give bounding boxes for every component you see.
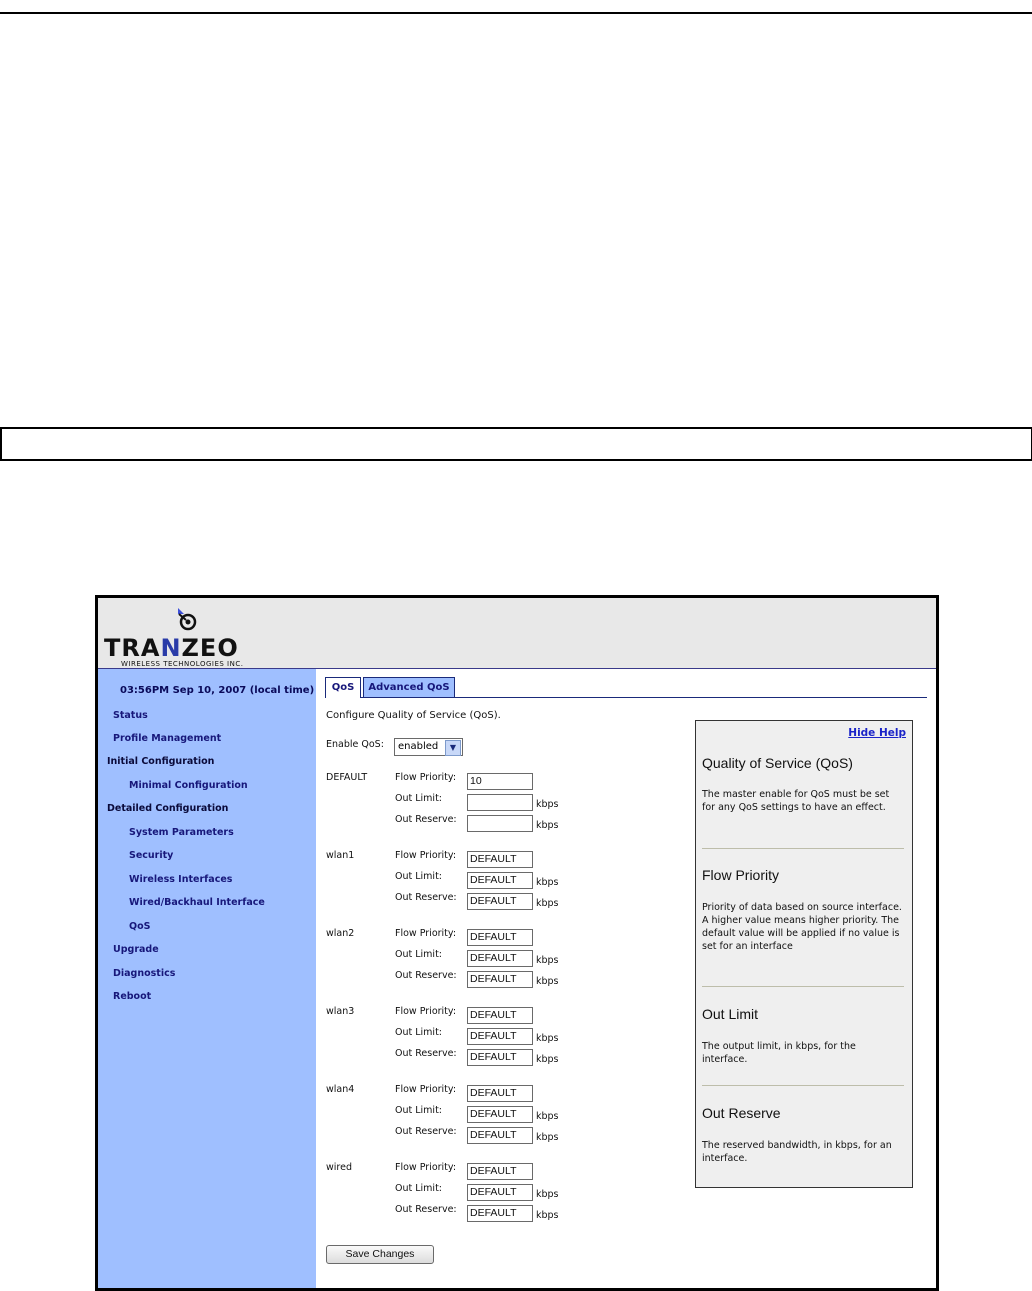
help-body: Priority of data based on source interface. A higher value means higher priority. The default value will be applied if no value is set for an interface <box>702 902 902 952</box>
help-title: Out Limit <box>702 1006 759 1022</box>
flow-priority-label: Flow Priority: <box>395 1162 457 1173</box>
flow-priority-label: Flow Priority: <box>395 1006 457 1017</box>
caption-box <box>0 427 1032 461</box>
help-divider <box>702 1085 904 1086</box>
interface-name: wlan4 <box>326 1084 355 1095</box>
wlan2-out-limit-input[interactable]: DEFAULT <box>467 950 533 967</box>
wlan4-out-limit-input[interactable]: DEFAULT <box>467 1106 533 1123</box>
tab-qos[interactable]: QoS <box>325 677 361 698</box>
sidebar-item-profile-management[interactable]: Profile Management <box>113 733 222 744</box>
interface-name: wlan2 <box>326 928 355 939</box>
sidebar-item-wireless-interfaces[interactable]: Wireless Interfaces <box>129 874 233 885</box>
unit-label: kbps <box>536 1189 559 1200</box>
out-limit-label: Out Limit: <box>395 871 442 882</box>
out-reserve-label: Out Reserve: <box>395 814 457 825</box>
sidebar-item-qos[interactable]: QoS <box>129 921 151 932</box>
wired-out-limit-input[interactable]: DEFAULT <box>467 1184 533 1201</box>
unit-label: kbps <box>536 799 559 810</box>
sidebar-item-status[interactable]: Status <box>113 710 148 721</box>
sidebar-item-reboot[interactable]: Reboot <box>113 991 152 1002</box>
local-time: 03:56PM Sep 10, 2007 (local time) <box>120 685 315 696</box>
unit-label: kbps <box>536 1111 559 1122</box>
default-out-limit-input[interactable] <box>467 794 533 811</box>
header-bar <box>98 598 936 669</box>
save-changes-button[interactable]: Save Changes <box>326 1245 434 1264</box>
enable-qos-select[interactable] <box>394 738 463 756</box>
wired-out-reserve-input[interactable]: DEFAULT <box>467 1205 533 1222</box>
help-title: Out Reserve <box>702 1105 781 1121</box>
unit-label: kbps <box>536 955 559 966</box>
sidebar-heading-initial-configuration: Initial Configuration <box>107 756 215 767</box>
sidebar-item-minimal-configuration[interactable]: Minimal Configuration <box>129 780 248 791</box>
out-reserve-label: Out Reserve: <box>395 892 457 903</box>
flow-priority-label: Flow Priority: <box>395 850 457 861</box>
sidebar-heading-detailed-configuration: Detailed Configuration <box>107 803 229 814</box>
interface-name: wlan1 <box>326 850 355 861</box>
wlan1-out-limit-input[interactable]: DEFAULT <box>467 872 533 889</box>
default-out-reserve-input[interactable] <box>467 815 533 832</box>
help-body: The output limit, in kbps, for the interface. <box>702 1041 856 1065</box>
out-limit-label: Out Limit: <box>395 793 442 804</box>
unit-label: kbps <box>536 1132 559 1143</box>
help-body: The master enable for QoS must be set for any QoS settings to have an effect. <box>702 789 890 813</box>
out-reserve-label: Out Reserve: <box>395 1204 457 1215</box>
unit-label: kbps <box>536 898 559 909</box>
logo-wordmark: TRANZEO <box>104 634 239 662</box>
page-top-rule <box>0 12 1032 14</box>
unit-label: kbps <box>536 820 559 831</box>
chevron-down-icon[interactable]: ▼ <box>445 740 461 756</box>
interface-name: wired <box>326 1162 352 1173</box>
wired-flow-priority-input[interactable]: DEFAULT <box>467 1163 533 1180</box>
enable-qos-label: Enable QoS: <box>326 739 384 750</box>
unit-label: kbps <box>536 1210 559 1221</box>
out-reserve-label: Out Reserve: <box>395 1048 457 1059</box>
wlan3-flow-priority-input[interactable]: DEFAULT <box>467 1007 533 1024</box>
tab-advanced-qos[interactable]: Advanced QoS <box>363 677 455 697</box>
wlan4-flow-priority-input[interactable]: DEFAULT <box>467 1085 533 1102</box>
enable-qos-value: enabled <box>398 741 439 752</box>
main-content <box>317 669 936 1288</box>
unit-label: kbps <box>536 1054 559 1065</box>
out-limit-label: Out Limit: <box>395 1183 442 1194</box>
screenshot-frame <box>95 595 939 1291</box>
interface-name: DEFAULT <box>326 772 368 783</box>
out-limit-label: Out Limit: <box>395 1105 442 1116</box>
logo <box>104 606 284 666</box>
logo-subtitle: WIRELESS TECHNOLOGIES INC. <box>121 660 244 668</box>
intro-text: Configure Quality of Service (QoS). <box>326 710 501 721</box>
logo-dish-icon <box>170 606 198 634</box>
wlan3-out-reserve-input[interactable]: DEFAULT <box>467 1049 533 1066</box>
out-reserve-label: Out Reserve: <box>395 1126 457 1137</box>
wlan1-out-reserve-input[interactable]: DEFAULT <box>467 893 533 910</box>
tab-bar <box>325 677 927 698</box>
interface-name: wlan3 <box>326 1006 355 1017</box>
wlan1-flow-priority-input[interactable]: DEFAULT <box>467 851 533 868</box>
wlan4-out-reserve-input[interactable]: DEFAULT <box>467 1127 533 1144</box>
wlan2-out-reserve-input[interactable]: DEFAULT <box>467 971 533 988</box>
unit-label: kbps <box>536 877 559 888</box>
sidebar-item-upgrade[interactable]: Upgrade <box>113 944 159 955</box>
flow-priority-label: Flow Priority: <box>395 772 457 783</box>
sidebar <box>98 669 316 1288</box>
sidebar-item-diagnostics[interactable]: Diagnostics <box>113 968 176 979</box>
sidebar-item-system-parameters[interactable]: System Parameters <box>129 827 234 838</box>
help-panel <box>695 720 913 1188</box>
out-limit-label: Out Limit: <box>395 1027 442 1038</box>
help-title: Quality of Service (QoS) <box>702 755 853 771</box>
unit-label: kbps <box>536 976 559 987</box>
help-title: Flow Priority <box>702 867 780 883</box>
help-body: The reserved bandwidth, in kbps, for an interface. <box>702 1140 892 1164</box>
unit-label: kbps <box>536 1033 559 1044</box>
wlan2-flow-priority-input[interactable]: DEFAULT <box>467 929 533 946</box>
flow-priority-label: Flow Priority: <box>395 1084 457 1095</box>
out-limit-label: Out Limit: <box>395 949 442 960</box>
default-flow-priority-input[interactable]: 10 <box>467 773 533 790</box>
sidebar-item-wired-backhaul-interface[interactable]: Wired/Backhaul Interface <box>129 897 265 908</box>
help-divider <box>702 986 904 987</box>
out-reserve-label: Out Reserve: <box>395 970 457 981</box>
hide-help-link[interactable]: Hide Help <box>848 727 906 739</box>
help-divider <box>702 848 904 849</box>
sidebar-item-security[interactable]: Security <box>129 850 174 861</box>
wlan3-out-limit-input[interactable]: DEFAULT <box>467 1028 533 1045</box>
flow-priority-label: Flow Priority: <box>395 928 457 939</box>
